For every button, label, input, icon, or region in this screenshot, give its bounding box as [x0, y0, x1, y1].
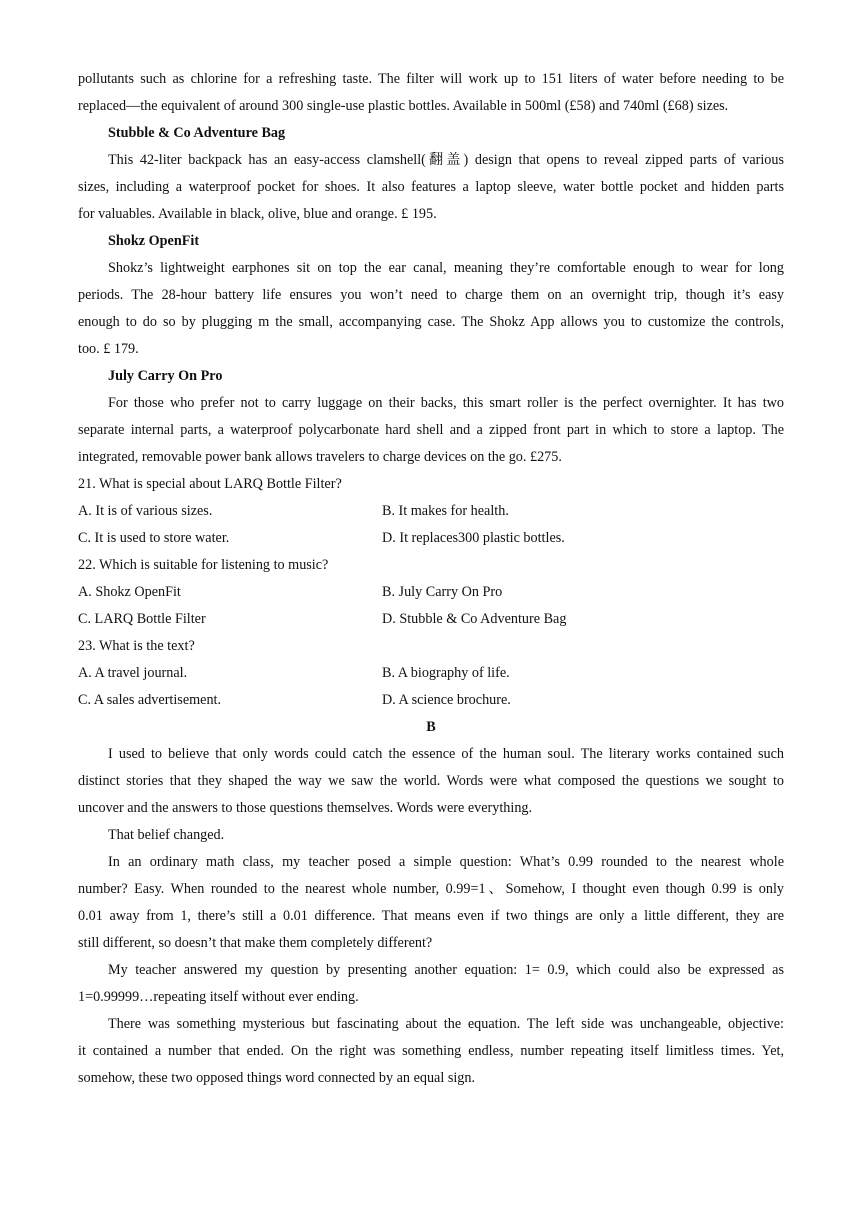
- option-22-a: A. Shokz OpenFit: [78, 584, 181, 600]
- passage-line: number? Easy. When rounded to the nearest whole number, 0.99=1、Somehow, I thought even though 0.99 is only: [78, 881, 784, 897]
- option-23-a: A. A travel journal.: [78, 665, 188, 681]
- section-heading: B: [426, 719, 436, 735]
- option-23-c: C. A sales advertisement.: [78, 692, 222, 708]
- passage-line: My teacher answered my question by presenting another equation: 1= 0.9, which could also be expressed as: [108, 962, 784, 978]
- passage-line: 1=0.99999…repeating itself without ever ending.: [78, 989, 359, 1005]
- question-22: 22. Which is suitable for listening to music?: [78, 557, 329, 573]
- product-text-line: sizes, including a waterproof pocket for shoes. It also features a laptop sleeve, water bottle pocket and hidden parts: [78, 179, 784, 195]
- option-21-a: A. It is of various sizes.: [78, 503, 213, 519]
- passage-line: distinct stories that they shaped the way we saw the world. Words were what composed the questions we sought to: [78, 773, 784, 789]
- product-text-line: periods. The 28-hour battery life ensures you won’t need to charge them on an overnight trip, though it’s easy: [78, 287, 784, 303]
- option-22-d: D. Stubble & Co Adventure Bag: [382, 611, 567, 627]
- options-row: [78, 606, 784, 633]
- option-23-d: D. A science brochure.: [382, 692, 511, 708]
- option-23-b: B. A biography of life.: [382, 665, 510, 681]
- product-text-line: for valuables. Available in black, olive, blue and orange. £ 195.: [78, 206, 437, 222]
- passage-line: somehow, these two opposed things word connected by an equal sign.: [78, 1070, 476, 1086]
- option-21-b: B. It makes for health.: [382, 503, 509, 519]
- product-text-line: This 42-liter backpack has an easy-access clamshell(翻盖) design that opens to reveal zipped parts of various: [108, 152, 784, 168]
- option-21-c: C. It is used to store water.: [78, 530, 230, 546]
- intro-line-1: pollutants such as chlorine for a refreshing taste. The filter will work up to 151 liters of water before needing to be: [78, 71, 784, 87]
- product-heading-shokz: Shokz OpenFit: [108, 233, 200, 249]
- passage-line: I used to believe that only words could catch the essence of the human soul. The literary works contained such: [108, 746, 784, 762]
- passage-line: In an ordinary math class, my teacher posed a simple question: What’s 0.99 rounded to the nearest whole: [108, 854, 784, 870]
- options-row: [78, 498, 784, 525]
- options-row: [78, 660, 784, 687]
- passage-line: 0.01 away from 1, there’s still a 0.01 difference. That means even if two things are only a little different, they are: [78, 908, 784, 924]
- product-text-line: For those who prefer not to carry luggage on their backs, this smart roller is the perfect overnighter. It has two: [108, 395, 784, 411]
- intro-line-2: replaced—the equivalent of around 300 single-use plastic bottles. Available in 500ml (£58) and 740ml (£68) sizes.: [78, 98, 729, 114]
- options-row: [78, 579, 784, 606]
- product-text-line: integrated, removable power bank allows travelers to charge devices on the go. £275.: [78, 449, 562, 465]
- option-21-d: D. It replaces300 plastic bottles.: [382, 530, 565, 546]
- option-22-c: C. LARQ Bottle Filter: [78, 611, 206, 627]
- options-row: [78, 687, 784, 714]
- passage-line: uncover and the answers to those questions themselves. Words were everything.: [78, 800, 533, 816]
- product-text-line: enough to do so by plugging m the small, accompanying case. The Shokz App allows you to customize the controls,: [78, 314, 784, 330]
- question-23: 23. What is the text?: [78, 638, 195, 654]
- product-text-line: too. £ 179.: [78, 341, 139, 357]
- passage-line: it contained a number that ended. On the right was something endless, number repeating itself limitless times. Yet,: [78, 1043, 784, 1059]
- passage-line: There was something mysterious but fascinating about the equation. The left side was unchangeable, objective:: [108, 1016, 784, 1032]
- product-text-line: separate internal parts, a waterproof polycarbonate hard shell and a zipped front part in which to store a laptop. The: [78, 422, 784, 438]
- document-page: [78, 66, 784, 1092]
- options-row: [78, 525, 784, 552]
- question-21: 21. What is special about LARQ Bottle Filter?: [78, 476, 342, 492]
- passage-line: That belief changed.: [108, 827, 225, 843]
- option-22-b: B. July Carry On Pro: [382, 584, 503, 600]
- product-heading-stubble: Stubble & Co Adventure Bag: [108, 125, 286, 141]
- product-text-line: Shokz’s lightweight earphones sit on top the ear canal, meaning they’re comfortable enough to wear for long: [108, 260, 784, 276]
- product-heading-july: July Carry On Pro: [108, 368, 223, 384]
- passage-line: still different, so doesn’t that make them completely different?: [78, 935, 433, 951]
